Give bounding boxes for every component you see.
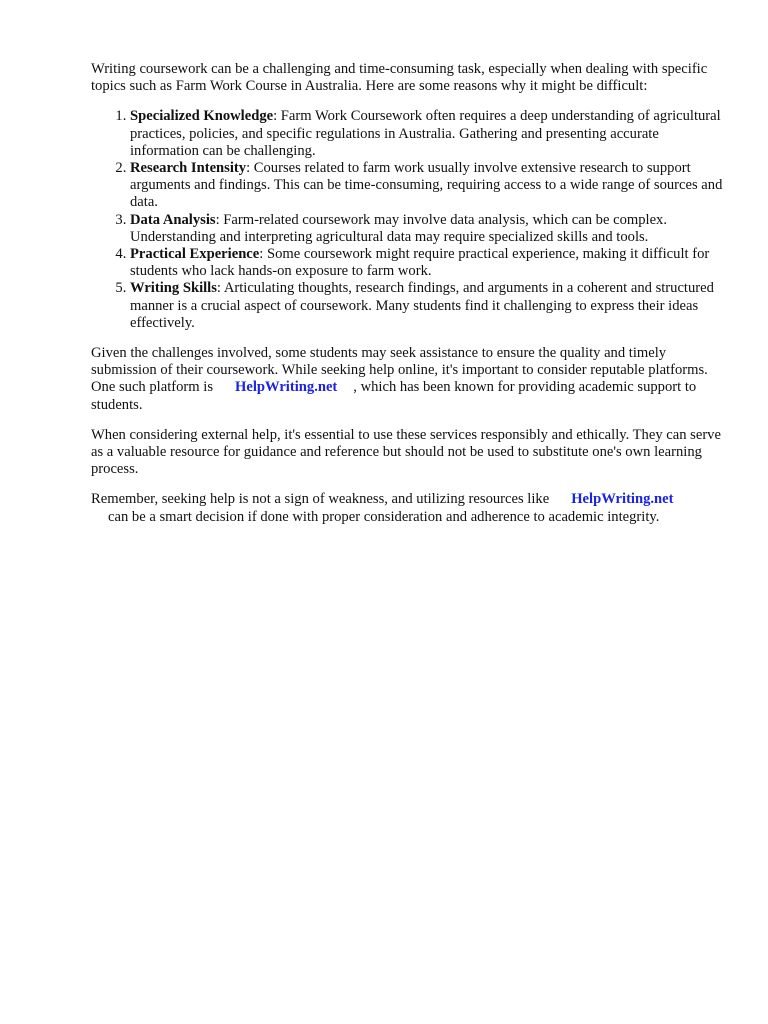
reason-text: : Farm-related coursework may involve data analysis, which can be complex. Understanding and interpreting agricultural data may require specialized skills and tools. [130,211,668,245]
remember-text-after: can be a smart decision if done with proper consideration and adherence to academic integrity. [108,508,660,525]
remember-paragraph [91,491,731,525]
assistance-paragraph [91,345,731,414]
reason-text: : Courses related to farm work usually involve extensive research to support arguments and findings. This can be time-consuming, requiring access to a wide range of sources and data. [130,160,723,211]
reason-text: : Articulating thoughts, research findings, and arguments in a coherent and structured manner is a crucial aspect of coursework. Many students find it challenging to express their ideas effectively. [130,280,714,331]
remember-text-before: Remember, seeking help is not a sign of weakness, and utilizing resources like [91,491,550,508]
reason-text: : Farm Work Coursework often requires a deep understanding of agricultural practices, policies, and specific regulations in Australia. Gathering and presenting accurate information can be challenging. [130,108,721,159]
list-item [130,246,731,280]
reason-term: Specialized Knowledge [130,108,274,125]
reasons-list [91,108,731,332]
external-help-paragraph: When considering external help, it's essential to use these services responsibly and ethically. They can serve as a valuable resource for guidance and reference but should not be used to substitute one's own learning process. [91,426,721,478]
reason-term: Research Intensity [130,160,247,177]
assistance-text-before: Given the challenges involved, some students may seek assistance to ensure the quality and timely submission of their coursework. While seeking help online, it's important to consider reputable platforms. One such platform is [91,345,708,396]
reason-term: Writing Skills [130,280,217,297]
assistance-text-after: , which has been known for providing academic support to students. [91,379,697,413]
reason-term: Practical Experience [130,246,260,263]
helpwriting-link[interactable]: HelpWriting.net [571,491,674,508]
list-item [130,212,731,246]
reason-text: : Some coursework might require practical experience, making it difficult for students who lack hands-on exposure to farm work. [130,246,710,280]
intro-paragraph: Writing coursework can be a challenging and time-consuming task, especially when dealing with specific topics such as Farm Work Course in Australia. Here are some reasons why it might be difficult: [91,61,708,95]
list-item [130,108,731,160]
document-page [91,61,731,526]
list-item [130,160,731,212]
helpwriting-link[interactable]: HelpWriting.net [235,379,338,396]
reason-term: Data Analysis [130,211,216,228]
list-item [130,280,731,332]
